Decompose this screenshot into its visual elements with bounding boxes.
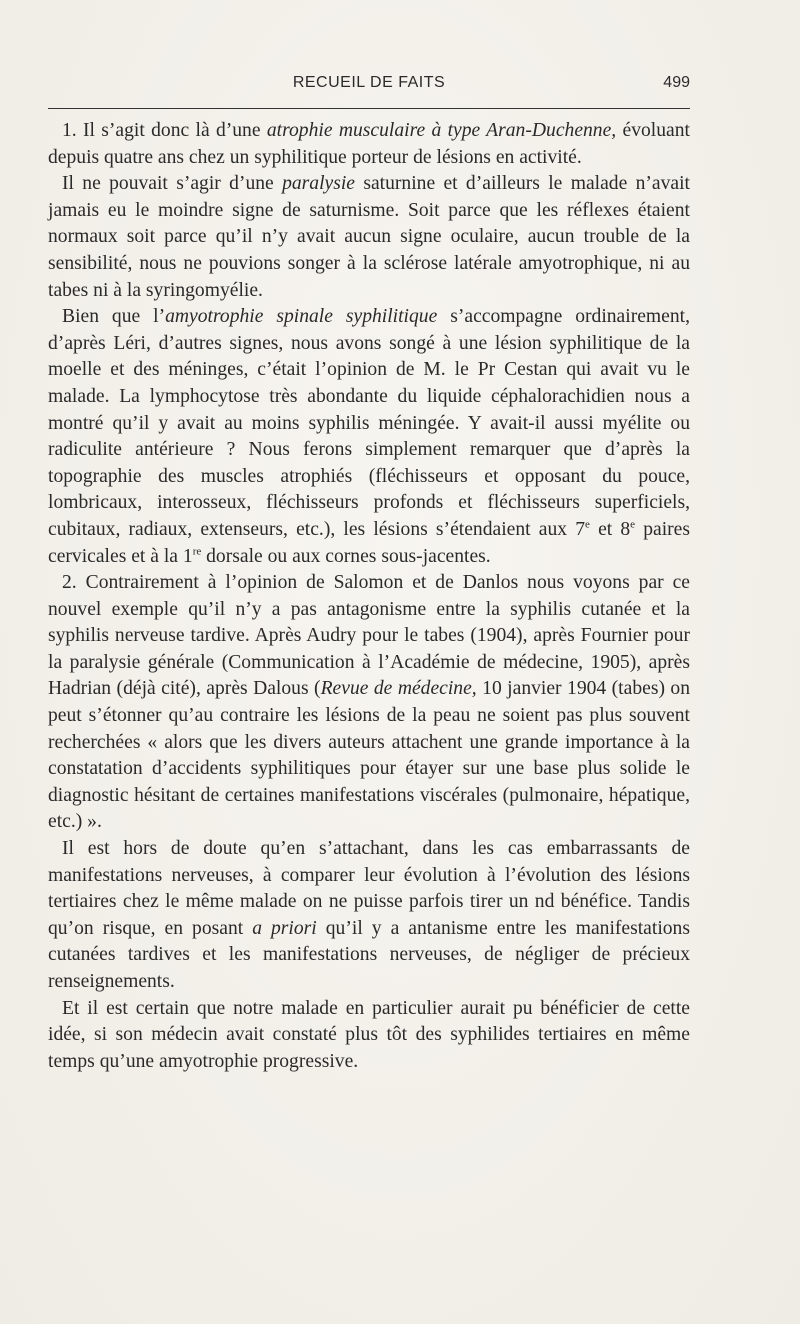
text-run: paires cervicales et à la 1 — [48, 518, 691, 567]
italic-text: amyotrophie spinale syphilitique — [165, 306, 438, 328]
text-run: Bien que l’ — [62, 306, 166, 328]
paragraph — [48, 304, 690, 570]
paragraph — [48, 836, 690, 996]
text-run: qu’il y a antanisme entre les manifestations cutanées tardives et les manifestations nerveuses, de négliger de précieux renseignements. — [48, 917, 690, 992]
paragraph — [48, 570, 690, 836]
italic-text: Revue de médecine, — [320, 678, 477, 700]
paragraph — [48, 171, 690, 304]
text-run: Il est hors de doute qu’en s’attachant, dans les cas embarrassants de manifestations nerveuses, à comparer leur évolution à l’évolution des lésions tertiaires chez le même malade on ne puisse parfois tirer un nd bénéfice. Tandis qu’on risque, en posant — [48, 838, 690, 939]
text-run: 2. Contrairement à l’opinion de Salomon et de Danlos nous voyons par ce nouvel exemple qu’il n’y a pas antagonisme entre la syphilis cutanée et la syphilis nerveuse tardive. Après Audry pour le tabes (1904), après Fournier pour la paralysie générale (Communication à l’Académie de médecine, 1905), après Hadrian (déjà cité), après Dalous ( — [48, 572, 690, 700]
superscript: e — [630, 518, 636, 531]
text-run: Et il est certain que notre malade en particulier aurait pu bénéficier de cette idée, si son médecin avait constaté plus tôt des syphilides tertiaires en même temps qu’une amyotrophie progressive. — [48, 997, 690, 1072]
text-run: Il ne pouvait s’agir d’une — [62, 173, 283, 195]
paragraph — [48, 118, 690, 171]
italic-text: paralysie — [282, 173, 355, 195]
page-number: 499 — [663, 74, 690, 91]
running-head: RECUEIL DE FAITS — [292, 74, 446, 91]
italic-text: a priori — [252, 917, 317, 939]
body-text — [48, 118, 690, 1075]
paragraph — [48, 996, 690, 1076]
text-run: s’accompagne ordinairement, d’après Léri, d’autres signes, nous avons songé à une lésion syphilitique de la moelle et des méninges, c’était l’opinion de M. le Pr Cestan qui avait vu le malade. La lymphocytose très abondante du liquide céphalorachidien nous a montré qu’il y avait au moins syphilis méningée. Y avait-il aussi myélite ou radiculite antérieure ? Nous ferons simplement remarquer que d’après la topographie des muscles atrophiés (fléchisseurs et opposant du pouce, lombricaux, interosseux, fléchisseurs profonds et fléchisseurs superficiels, cubitaux, radiaux, extenseurs, etc.), les lésions s’étendaient aux 7 — [48, 306, 690, 540]
text-run: saturnine et d’ailleurs le malade n’avait jamais eu le moindre signe de saturnisme. Soit parce que les réflexes étaient normaux soit parce qu’il n’y avait aucun signe oculaire, aucun trouble de la sensibilité, nous ne pouvions songer à la sclérose latérale amyotrophique, ni au tabes ni à la syringomyélie. — [48, 173, 690, 301]
page-header — [48, 72, 690, 98]
text-run: évoluant depuis quatre ans chez un syphilitique porteur de lésions en activité. — [48, 120, 690, 168]
text-run: dorsale ou aux cornes sous-jacentes. — [201, 545, 491, 567]
italic-text: atrophie musculaire à type Aran-Duchenne, — [266, 120, 617, 141]
text-run: 1. Il s’agit donc là d’une — [62, 120, 267, 141]
header-rule — [48, 108, 690, 109]
text-run: et 8 — [589, 518, 631, 540]
superscript: e — [585, 518, 590, 531]
superscript: re — [192, 544, 202, 557]
text-run: 10 janvier 1904 (tabes) on peut s’étonner qu’au contraire les lésions de la peau ne soient pas plus souvent recherchées « alors que les divers auteurs attachent une grande importance à la constatation d’accidents syphilitiques pour étayer sur une base plus solide le diagnostic hésitant de certaines manifestations viscérales (pulmonaire, hépatique, etc.) ». — [48, 678, 691, 833]
